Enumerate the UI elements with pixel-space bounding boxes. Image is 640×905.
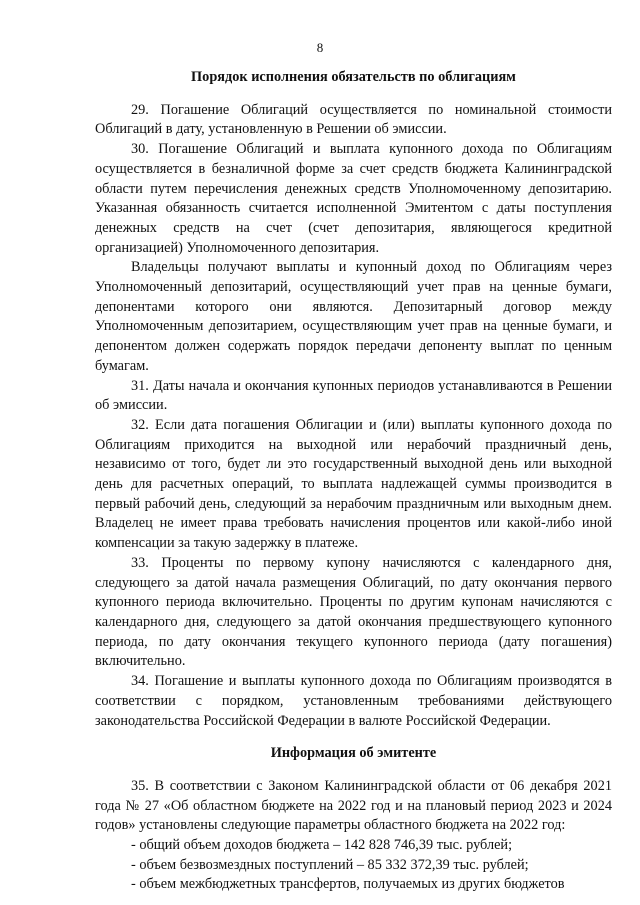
paragraph-31: 31. Даты начала и окончания купонных периодов устанавливаются в Решении об эмиссии. — [95, 377, 612, 414]
list-item-total-revenue: - общий объем доходов бюджета – 142 828 746,39 тыс. рублей; — [131, 837, 513, 854]
paragraph-33: 33. Проценты по первому купону начисляются с календарного дня, следующего за датой начала размещения Облигаций, по дату окончания первого купонного периода включительно. Проценты по другим купонам начисляются с календарного дня, следующего за датой окончания предшествующего купонного периода, по дату окончания текущего купонного периода (дату погашения) включительно. — [95, 554, 612, 670]
paragraph-32: 32. Если дата погашения Облигации и (или) выплаты купонного дохода по Облигациям приходится на выходной или нерабочий праздничный день, независимо от того, будет ли это государственный выходной день или выходной день для расчетных операций, то выплата надлежащей суммы производится в первый рабочий день, следующий за нерабочим праздничным или выходным днем. Владелец не имеет права требовать начисления процентов или какой-либо иной компенсации за такую задержку в платеже. — [95, 416, 612, 552]
section-heading-obligations: Порядок исполнения обязательств по облигациям — [191, 69, 516, 85]
paragraph-29: 29. Погашение Облигаций осуществляется по номинальной стоимости Облигаций в дату, установленную в Решении об эмиссии. — [95, 101, 612, 138]
paragraph-30: 30. Погашение Облигаций и выплата купонного дохода по Облигациям осуществляется в безналичной форме за счет средств бюджета Калининградской области путем перечисления денежных средств Уполномоченному депозитарию. Указанная обязанность считается исполненной Эмитентом с даты поступления денежных средств на счет (счет депозитария, являющегося кредитной организацией) Уполномоченного депозитария. — [95, 141, 612, 256]
list-item-transfers: - объем межбюджетных трансфертов, получаемых из других бюджетов — [131, 876, 565, 893]
list-item-free-receipts: - объем безвозмездных поступлений – 85 332 372,39 тыс. рублей; — [131, 856, 529, 873]
paragraph-owners-payments: Владельцы получают выплаты и купонный доход по Облигациям через Уполномоченный депозитарий, осуществляющий учет прав на ценные бумаги, депонентами которого они являются. Депозитарный договор между Уполномоченным депозитарием, осуществляющим учет прав на ценные бумаги, и депонентом должен содержать порядок передачи депоненту выплат по ценным бумагам. — [95, 259, 612, 374]
paragraph-34: 34. Погашение и выплаты купонного дохода по Облигациям производятся в соответствии с порядком, установленным требованиями действующего законодательства Российской Федерации в валюте Российской Федерации. — [95, 673, 612, 729]
page-number: 8 — [316, 40, 324, 55]
document-body — [95, 68, 612, 895]
paragraph-35: 35. В соответствии с Законом Калининградской области от 06 декабря 2021 года № 27 «Об областном бюджете на 2022 год и на плановый период 2023 и 2024 годов» установлены следующие параметры областного бюджета на 2022 год: — [95, 777, 612, 834]
section-heading-issuer: Информация об эмитенте — [270, 745, 437, 762]
